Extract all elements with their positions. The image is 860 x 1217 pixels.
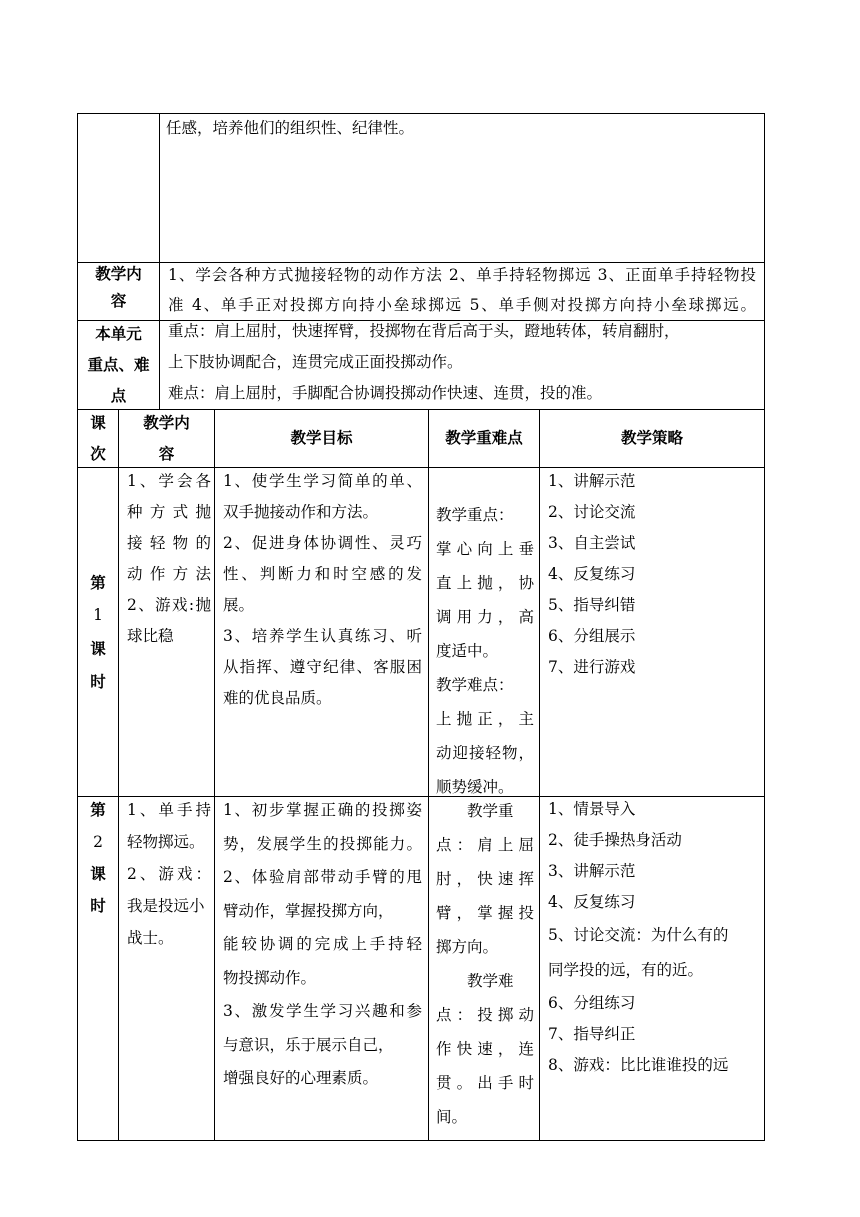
lesson1-strategy-4: 4、反复练习	[548, 565, 636, 583]
lesson1-difficulty-2: 掌心向上垂	[436, 540, 534, 558]
lesson2-strategy-5: 5、讨论交流：为什么有的	[548, 926, 729, 944]
lesson2-difficulty-4: 臂，掌握投	[436, 904, 534, 922]
lesson2-difficulty-6: 教学难	[467, 972, 514, 990]
lesson2-content-2: 轻物掷远。	[127, 833, 205, 851]
lesson1-difficulty	[436, 498, 534, 804]
lesson1-content-4: 动作方法	[127, 565, 211, 583]
rule-col2-sep	[214, 409, 215, 1141]
lesson2-content	[127, 794, 211, 954]
lesson2-difficulty-1: 教学重	[467, 802, 514, 820]
lesson1-label-2: 1	[93, 606, 103, 624]
lesson2-goals-6: 物投掷动作。	[223, 968, 317, 987]
header-difficulty-text: 教学重难点	[445, 428, 523, 447]
lesson1-strategy-3: 3、自主尝试	[548, 534, 636, 552]
lesson2-goals-5: 能较协调的完成上手持轻	[223, 935, 422, 953]
objectives-continuation-text: 任感，培养他们的组织性、纪律性。	[166, 119, 415, 137]
lesson1-content-2: 种方式抛	[127, 503, 211, 521]
header-strategy-text: 教学策略	[620, 428, 683, 447]
header-difficulty	[429, 422, 539, 453]
lesson1-difficulty-3: 直上抛，协	[436, 574, 534, 592]
lesson2-strategy-7: 6、分组练习	[548, 994, 636, 1012]
lesson1-difficulty-6: 教学难点：	[436, 676, 514, 694]
lesson2-label-2: 2	[93, 833, 103, 851]
lesson1-goals-1: 1、使学生学习简单的单、	[223, 472, 422, 490]
lesson1-content-3: 接轻物的	[127, 534, 211, 552]
rule-label-top-sep	[159, 113, 160, 409]
header-content	[119, 407, 214, 469]
header-lesson	[78, 407, 118, 469]
lesson2-goals-2: 势，发展学生的投掷能力。	[223, 834, 422, 853]
objectives-continuation	[166, 113, 756, 144]
lesson2-strategy-9: 8、游戏：比比谁谁投的远	[548, 1056, 729, 1074]
content-row-label-line2: 容	[110, 291, 127, 310]
content-row-text	[168, 260, 756, 320]
lesson2-difficulty	[436, 794, 534, 1134]
header-strategy	[540, 422, 764, 453]
header-lesson-line1: 课	[90, 413, 106, 432]
header-goals-text: 教学目标	[290, 428, 353, 447]
lesson2-difficulty-9: 贯。出手时	[436, 1074, 534, 1092]
lesson2-label	[78, 794, 118, 922]
lesson1-content-1: 1、学会各	[127, 472, 211, 490]
lesson1-goals-3: 2、促进身体协调性、灵巧	[223, 534, 422, 552]
content-row-line2: 准 4、单手正对投掷方向持小垒球掷远 5、单手侧对投掷方向持小垒球掷远。	[168, 296, 756, 314]
lesson1-content-5: 2、游戏:抛	[127, 596, 211, 614]
lesson2-difficulty-7: 点：投掷动	[436, 1006, 534, 1024]
lesson2-strategy-2: 2、徒手操热身活动	[548, 831, 682, 849]
lesson2-label-1: 第	[90, 800, 106, 819]
lesson1-content	[127, 466, 211, 652]
key-row-line1: 重点：肩上屈肘，快速挥臂，投掷物在背后高于头，蹬地转体，转肩翻肘，	[168, 322, 680, 340]
key-row-label-line1: 本单元	[95, 324, 142, 343]
content-row-label-line1: 教学内	[95, 264, 142, 283]
lesson2-content-1: 1、单手持	[127, 801, 211, 819]
key-row-label-line3: 点	[110, 386, 127, 405]
lesson1-difficulty-5: 度适中。	[436, 642, 499, 660]
lesson2-difficulty-3: 肘，快速挥	[436, 870, 534, 888]
lesson2-goals-9: 增强良好的心理素质。	[223, 1069, 379, 1087]
lesson2-difficulty-5: 掷方向。	[436, 938, 499, 956]
lesson1-content-6: 球比稳	[127, 627, 174, 645]
lesson2-strategy-4: 4、反复练习	[548, 893, 636, 911]
key-row-label-line2: 重点、难	[87, 355, 150, 374]
lesson2-goals-4: 臂动作，掌握投掷方向，	[223, 901, 394, 920]
lesson2-strategy	[548, 794, 758, 1081]
lesson2-strategy-8: 7、指导纠正	[548, 1025, 636, 1043]
rule-col4-sep	[539, 409, 540, 1141]
lesson2-label-3: 课	[90, 864, 106, 883]
key-row-label	[78, 318, 159, 411]
lesson2-content-3: 2、游戏：	[127, 865, 211, 883]
lesson2-label-4: 时	[90, 896, 106, 915]
key-row-text	[168, 316, 756, 409]
lesson2-content-4: 我是投远小	[127, 897, 205, 915]
lesson1-goals-7: 从指挥、遵守纪律、客服困	[223, 658, 422, 676]
lesson2-strategy-3: 3、讲解示范	[548, 862, 636, 880]
lesson2-strategy-1: 1、情景导入	[548, 800, 636, 818]
lesson2-content-5: 战士。	[127, 929, 174, 947]
lesson1-goals-2: 双手抛接动作和方法。	[223, 503, 379, 521]
lesson1-difficulty-9: 顺势缓冲。	[436, 778, 514, 796]
rule-bottom	[77, 1140, 765, 1141]
lesson1-goals	[223, 466, 422, 714]
lesson2-goals	[223, 794, 422, 1096]
key-row-line2: 上下肢协调配合，连贯完成正面投掷动作。	[168, 353, 463, 371]
lesson1-strategy-7: 7、进行游戏	[548, 658, 636, 676]
lesson2-difficulty-8: 作快速，连	[436, 1040, 534, 1058]
lesson1-difficulty-8: 动迎接轻物，	[436, 744, 534, 762]
lesson2-goals-7: 3、激发学生学习兴趣和参	[223, 1002, 422, 1020]
lesson1-difficulty-4: 调用力，高	[436, 608, 534, 626]
header-content-line1: 教学内	[143, 413, 190, 432]
lesson1-difficulty-1: 教学重点：	[436, 506, 514, 524]
content-row-line1: 1、学会各种方式抛接轻物的动作方法 2、单手持轻物掷远 3、正面单手持轻物投	[168, 266, 756, 284]
lesson1-goals-5: 展。	[223, 596, 255, 614]
lesson2-goals-8: 与意识，乐于展示自己，	[223, 1035, 394, 1054]
rule-right	[764, 113, 765, 1141]
header-content-line2: 容	[158, 444, 175, 463]
header-lesson-line2: 次	[90, 444, 106, 463]
lesson2-difficulty-2: 点：肩上屈	[436, 836, 534, 854]
lesson1-label-3: 课	[90, 639, 106, 658]
lesson1-strategy-1: 1、讲解示范	[548, 472, 636, 490]
lesson1-strategy-5: 5、指导纠错	[548, 596, 636, 614]
lesson1-goals-8: 难的优良品质。	[223, 689, 332, 707]
lesson1-strategy	[548, 466, 758, 683]
lesson1-goals-6: 3、培养学生认真练习、听	[223, 627, 422, 645]
lesson2-difficulty-10: 间。	[436, 1108, 468, 1126]
lesson1-label-1: 第	[90, 573, 106, 592]
header-goals	[215, 422, 428, 453]
lesson2-goals-1: 1、初步掌握正确的投掷姿	[223, 801, 422, 819]
lesson1-strategy-6: 6、分组展示	[548, 627, 636, 645]
content-row-label	[78, 258, 159, 316]
lesson2-strategy-6: 同学投的远，有的近。	[548, 961, 704, 979]
lesson1-label	[78, 566, 118, 698]
lesson1-label-4: 时	[90, 672, 106, 691]
key-row-line3: 难点：肩上屈肘，手脚配合协调投掷动作快速、连贯，投的准。	[168, 384, 603, 402]
lesson2-goals-3: 2、体验肩部带动手臂的甩	[223, 868, 422, 886]
lesson1-strategy-2: 2、讨论交流	[548, 503, 636, 521]
rule-col3-sep	[428, 409, 429, 1141]
lesson1-goals-4: 性、判断力和时空感的发	[223, 565, 422, 583]
rule-col1-sep	[118, 409, 119, 1141]
lesson1-difficulty-7: 上抛正，主	[436, 710, 534, 728]
